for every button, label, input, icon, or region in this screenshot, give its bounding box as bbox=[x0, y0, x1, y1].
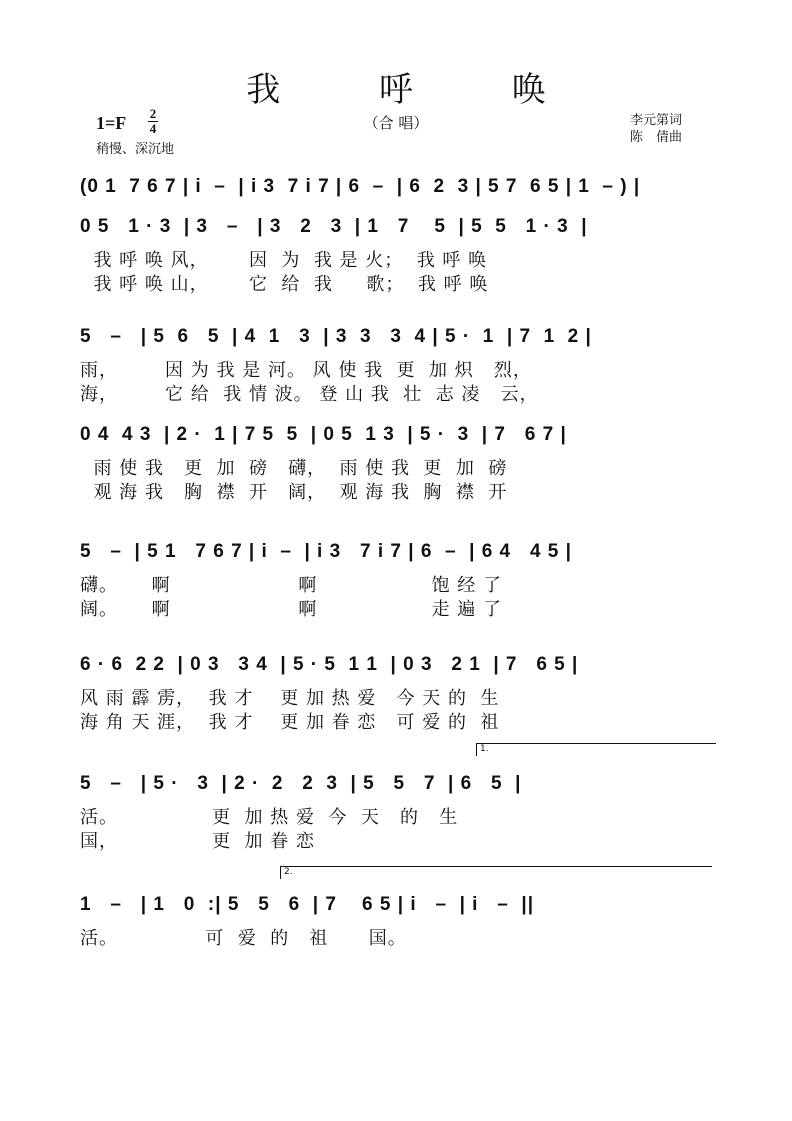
lyrics-verse-1: 风 雨 霹 雳， 我 才 更 加 热 爱 今 天 的 生 bbox=[80, 688, 500, 709]
composer: 陈 倩曲 bbox=[630, 130, 683, 145]
lyrics-verse-1: 礴。 啊 啊 饱 经 了 bbox=[80, 575, 503, 596]
meter-top: 2 bbox=[149, 106, 157, 121]
time-signature bbox=[148, 108, 158, 135]
lyrics-verse-1: 活。 可 爱 的 祖 国。 bbox=[80, 928, 407, 949]
notation: 1 – | 1 0 :| 5 5 6 | 7 6 5 | i – | i – || bbox=[80, 894, 535, 915]
notation: 5 – | 5 6 5 | 4 1 3 | 3 3 3 4 | 5 · 1 | 7 1 2 | bbox=[80, 326, 592, 347]
notation: 0 5 1 · 3 | 3 – | 3 2 3 | 1 7 5 | 5 5 1 · 3 | bbox=[80, 216, 588, 237]
key-signature: 1=F bbox=[96, 113, 127, 133]
lyrics-verse-1: 雨， 因 为 我 是 河。 风 使 我 更 加 炽 烈， bbox=[80, 360, 532, 381]
performance-note: （合 唱） bbox=[363, 114, 429, 132]
lyrics-verse-2: 海 角 天 涯， 我 才 更 加 眷 恋 可 爱 的 祖 bbox=[80, 712, 500, 733]
lyrics-verse-2: 我 呼 唤 山， 它 给 我 歌； 我 呼 唤 bbox=[80, 274, 489, 295]
lyrics-verse-1: 活。 更 加 热 爱 今 天 的 生 bbox=[80, 807, 459, 828]
lyricist: 李元第词 bbox=[630, 113, 683, 128]
first-ending-bracket: 1. bbox=[476, 743, 716, 756]
notation: (0 1 7 6 7 | i – | i 3 7 i 7 | 6 – | 6 2 3 | 5 7 6 5 | 1 – ) | bbox=[80, 176, 641, 197]
lyrics-verse-2: 观 海 我 胸 襟 开 阔， 观 海 我 胸 襟 开 bbox=[80, 482, 508, 503]
notation: 0 4 4 3 | 2 · 1 | 7 5 5 | 0 5 1 3 | 5 · 3 | 7 6 7 | bbox=[80, 424, 567, 445]
lyrics-verse-1: 我 呼 唤 风， 因 为 我 是 火； 我 呼 唤 bbox=[80, 250, 488, 271]
credits bbox=[630, 112, 682, 146]
tempo-marking: 稍慢、深沉地 bbox=[96, 142, 175, 157]
lyrics-verse-1: 雨 使 我 更 加 磅 礴， 雨 使 我 更 加 磅 bbox=[80, 458, 508, 479]
notation: 5 – | 5 1 7 6 7 | i – | i 3 7 i 7 | 6 – | 6 4 4 5 | bbox=[80, 541, 572, 562]
song-title: 我 呼 唤 bbox=[246, 70, 590, 110]
lyrics-verse-2: 阔。 啊 啊 走 遍 了 bbox=[80, 599, 503, 620]
notation: 5 – | 5 · 3 | 2 · 2 2 3 | 5 5 7 | 6 5 | bbox=[80, 773, 522, 794]
meter-bottom: 4 bbox=[149, 121, 157, 136]
notation: 6 · 6 2 2 | 0 3 3 4 | 5 · 5 1 1 | 0 3 2 1 | 7 6 5 | bbox=[80, 654, 579, 675]
lyrics-verse-2: 海， 它 给 我 情 波。 登 山 我 壮 志 凌 云， bbox=[80, 384, 539, 405]
lyrics-verse-2: 国， 更 加 眷 恋 bbox=[80, 831, 315, 852]
second-ending-bracket: 2. bbox=[280, 866, 712, 879]
